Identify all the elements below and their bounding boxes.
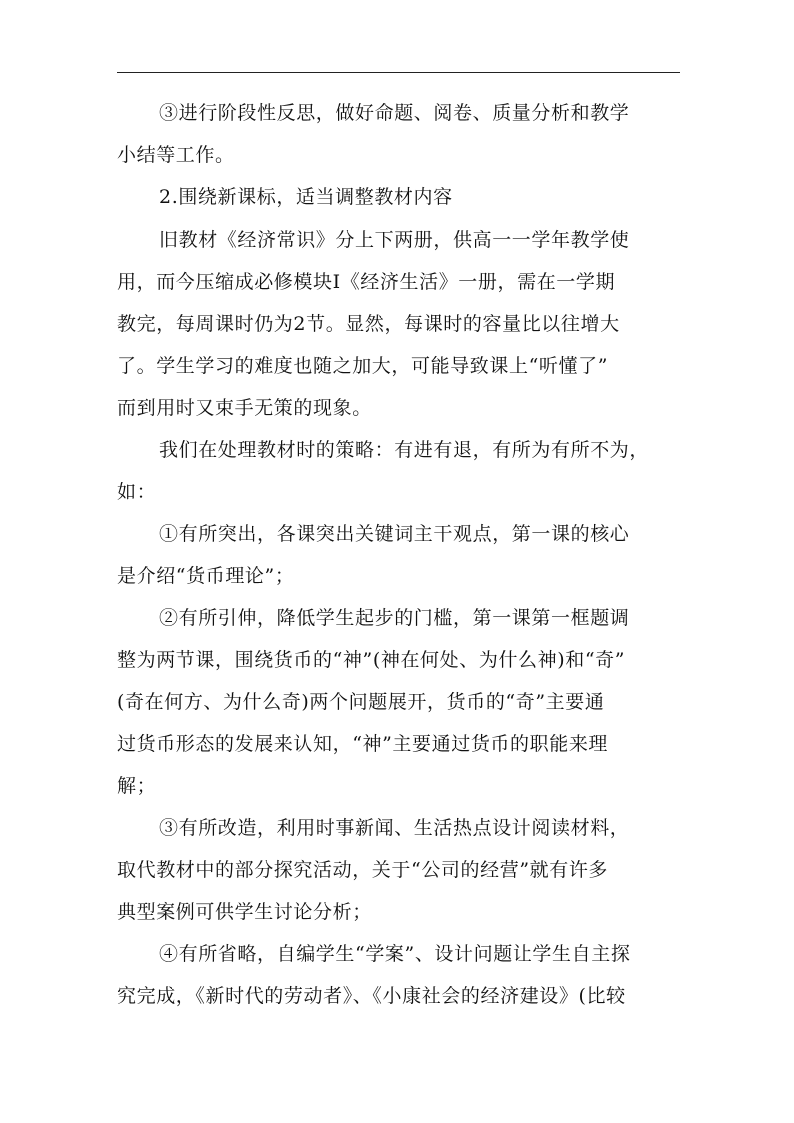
text-line: ③进行阶段性反思，做好命题、阅卷、质量分析和教学 bbox=[159, 102, 630, 124]
section-heading: 2.围绕新课标，适当调整教材内容 bbox=[159, 186, 453, 208]
text-line: 小结等工作。 bbox=[117, 144, 235, 166]
text-line: 教完，每周课时仍为2节。显然，每课时的容量比以往增大 bbox=[117, 313, 620, 335]
text-line: ③有所改造，利用时事新闻、生活热点设计阅读材料， bbox=[159, 817, 630, 839]
text-line: ②有所引伸，降低学生起步的门槛，第一课第一框题调 bbox=[159, 607, 630, 629]
text-line: 了。学生学习的难度也随之加大，可能导致课上“听懂了” bbox=[117, 355, 609, 377]
text-line: 取代教材中的部分探究活动，关于“公司的经营”就有许多 bbox=[117, 859, 609, 881]
text-line: 典型案例可供学生讨论分析； bbox=[117, 901, 372, 923]
text-line: 整为两节课，围绕货币的“神”(神在何处、为什么神)和“奇” bbox=[117, 649, 626, 671]
text-line: ④有所省略，自编学生“学案”、设计问题让学生自主探 bbox=[159, 943, 631, 965]
text-line: 究完成，《新时代的劳动者》、《小康社会的经济建设》(比较 bbox=[117, 985, 626, 1007]
text-line: 而到用时又束手无策的现象。 bbox=[117, 397, 372, 419]
text-line: 用，而今压缩成必修模块Ⅰ《经济生活》一册，需在一学期 bbox=[117, 271, 616, 293]
text-line: 如： bbox=[117, 481, 157, 503]
text-line: (奇在何方、为什么奇)两个问题展开，货币的“奇”主要通 bbox=[117, 691, 605, 713]
text-line: 解； bbox=[117, 775, 157, 797]
text-line: 过货币形态的发展来认知，“神”主要通过货币的职能来理 bbox=[117, 733, 609, 755]
header-rule bbox=[117, 72, 680, 73]
text-line: 是介绍“货币理论”； bbox=[117, 565, 295, 587]
text-line: ①有所突出，各课突出关键词主干观点，第一课的核心 bbox=[159, 523, 630, 545]
text-line: 旧教材《经济常识》分上下两册，供高一一学年教学使 bbox=[159, 229, 630, 251]
text-line: 我们在处理教材时的策略：有进有退，有所为有所不为， bbox=[159, 439, 650, 461]
